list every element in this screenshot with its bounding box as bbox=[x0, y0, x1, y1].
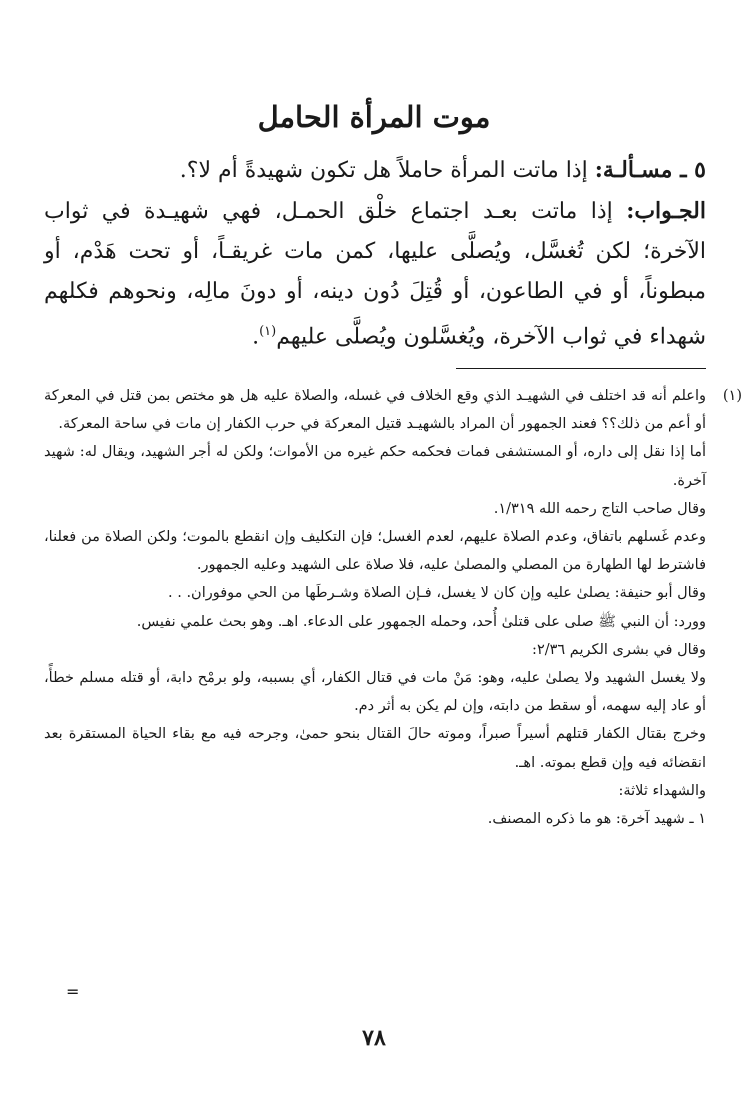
page-number: ٧٨ bbox=[362, 1025, 386, 1051]
footnote-paragraph: والشهداء ثلاثة: bbox=[618, 782, 706, 799]
footnote-paragraph: أما إذا نقل إلى داره، أو المستشفى فمات فحكمه حكم غيره من الأموات؛ ولكن له أجر الشهيد، ويقال له: شهيد آخرة. bbox=[44, 444, 706, 489]
footnote-paragraph: وورد: أن النبي ﷺ صلى على قتلىٰ أُحد، وحمله الجمهور على الدعاء. اهـ. وهو بحث علمي نفيس. bbox=[136, 613, 706, 630]
page-title: موت المرأة الحامل bbox=[257, 100, 491, 134]
footnote-paragraph: واعلم أنه قد اختلف في الشهيـد الذي وقع الخلاف في غسله، والصلاة عليه هل هو مختص بمن قتل في المعركة أو أعم من ذلك؟؟ فعند الجمهور أن المراد بالشهيـد قتيل المعركة في حرب الكفار إن مات في ساحة المعركة. bbox=[44, 388, 706, 433]
footnote-paragraph: وقال صاحب التاج رحمه الله ١/٣١٩. bbox=[493, 500, 706, 517]
question-label: ٥ ـ مسـألـة: bbox=[594, 157, 706, 183]
question-text: إذا ماتت المرأة حاملاً هل تكون شهيدةً أم لا؟. bbox=[179, 158, 588, 183]
footnote-paragraph: وقال أبو حنيفة: يصلىٰ عليه وإن كان لا يغسل، فـإن الصلاة وشـرطَها من الحي موفوران. . . bbox=[168, 585, 706, 602]
answer-paragraph bbox=[44, 191, 706, 357]
footnote-paragraph: ١ ـ شهيد آخرة: هو ما ذكره المصنف. bbox=[487, 811, 706, 828]
footnote-paragraph: ولا يغسل الشهيد ولا يصلىٰ عليه، وهو: مَنْ مات في قتال الكفار، أي بسببه، ولو برمْح دابة، أو قتله مسلم خطأً، أو عاد إليه سهمه، أو سقط من دابته، وإن لم يكن به أثر دم. bbox=[44, 670, 706, 715]
footnote-paragraph: وخرج بقتال الكفار قتلهم أسيراً صبراً، وموته حالَ القتال بنحو حمىٰ، وجرحه فيه مع بقاء الحياة المستقرة بعد انقضائه فيه وإن قطع بموته. اهـ. bbox=[44, 726, 706, 771]
footnotes bbox=[44, 382, 742, 833]
footnote-paragraph: وعدم غَسلهم باتفاق، وعدم الصلاة عليهم، لعدم الغسل؛ فإن التكليف وإن انقطع بالموت؛ ولكن الصلاة من فعلنا، فاشترط لها الطهارة من المصلي والمصلىٰ عليه، فلا صلاة على الشهيد وعليه الجمهور. bbox=[44, 529, 706, 574]
footnote-1 bbox=[44, 382, 742, 833]
footnote-ref[interactable]: (١) bbox=[259, 324, 277, 339]
question-paragraph bbox=[44, 150, 706, 191]
main-text bbox=[44, 150, 706, 357]
continuation-mark: = bbox=[66, 982, 80, 1001]
footnote-separator bbox=[456, 368, 706, 369]
answer-label: الجـواب: bbox=[626, 198, 706, 224]
answer-end: . bbox=[252, 324, 260, 350]
footnote-paragraph: وقال في بشرى الكريم ٢/٣٦: bbox=[532, 641, 706, 658]
footnote-number: (١) bbox=[722, 388, 742, 404]
answer-text: إذا ماتت بعـد اجتماع خلْق الحمـل، فهي شهيـدة في ثواب الآخرة؛ لكن تُغسَّل، ويُصلَّى عليها، كمن مات غريقـاً، أو تحت هَدْم، أو مبطوناً، أو في الطاعون، أو قُتِلَ دُون دينه، أو دونَ مالِه، ونحوهم فكلهم شهداء في ثواب الآخرة، ويُغسَّلون ويُصلَّى عليهم bbox=[44, 199, 706, 350]
